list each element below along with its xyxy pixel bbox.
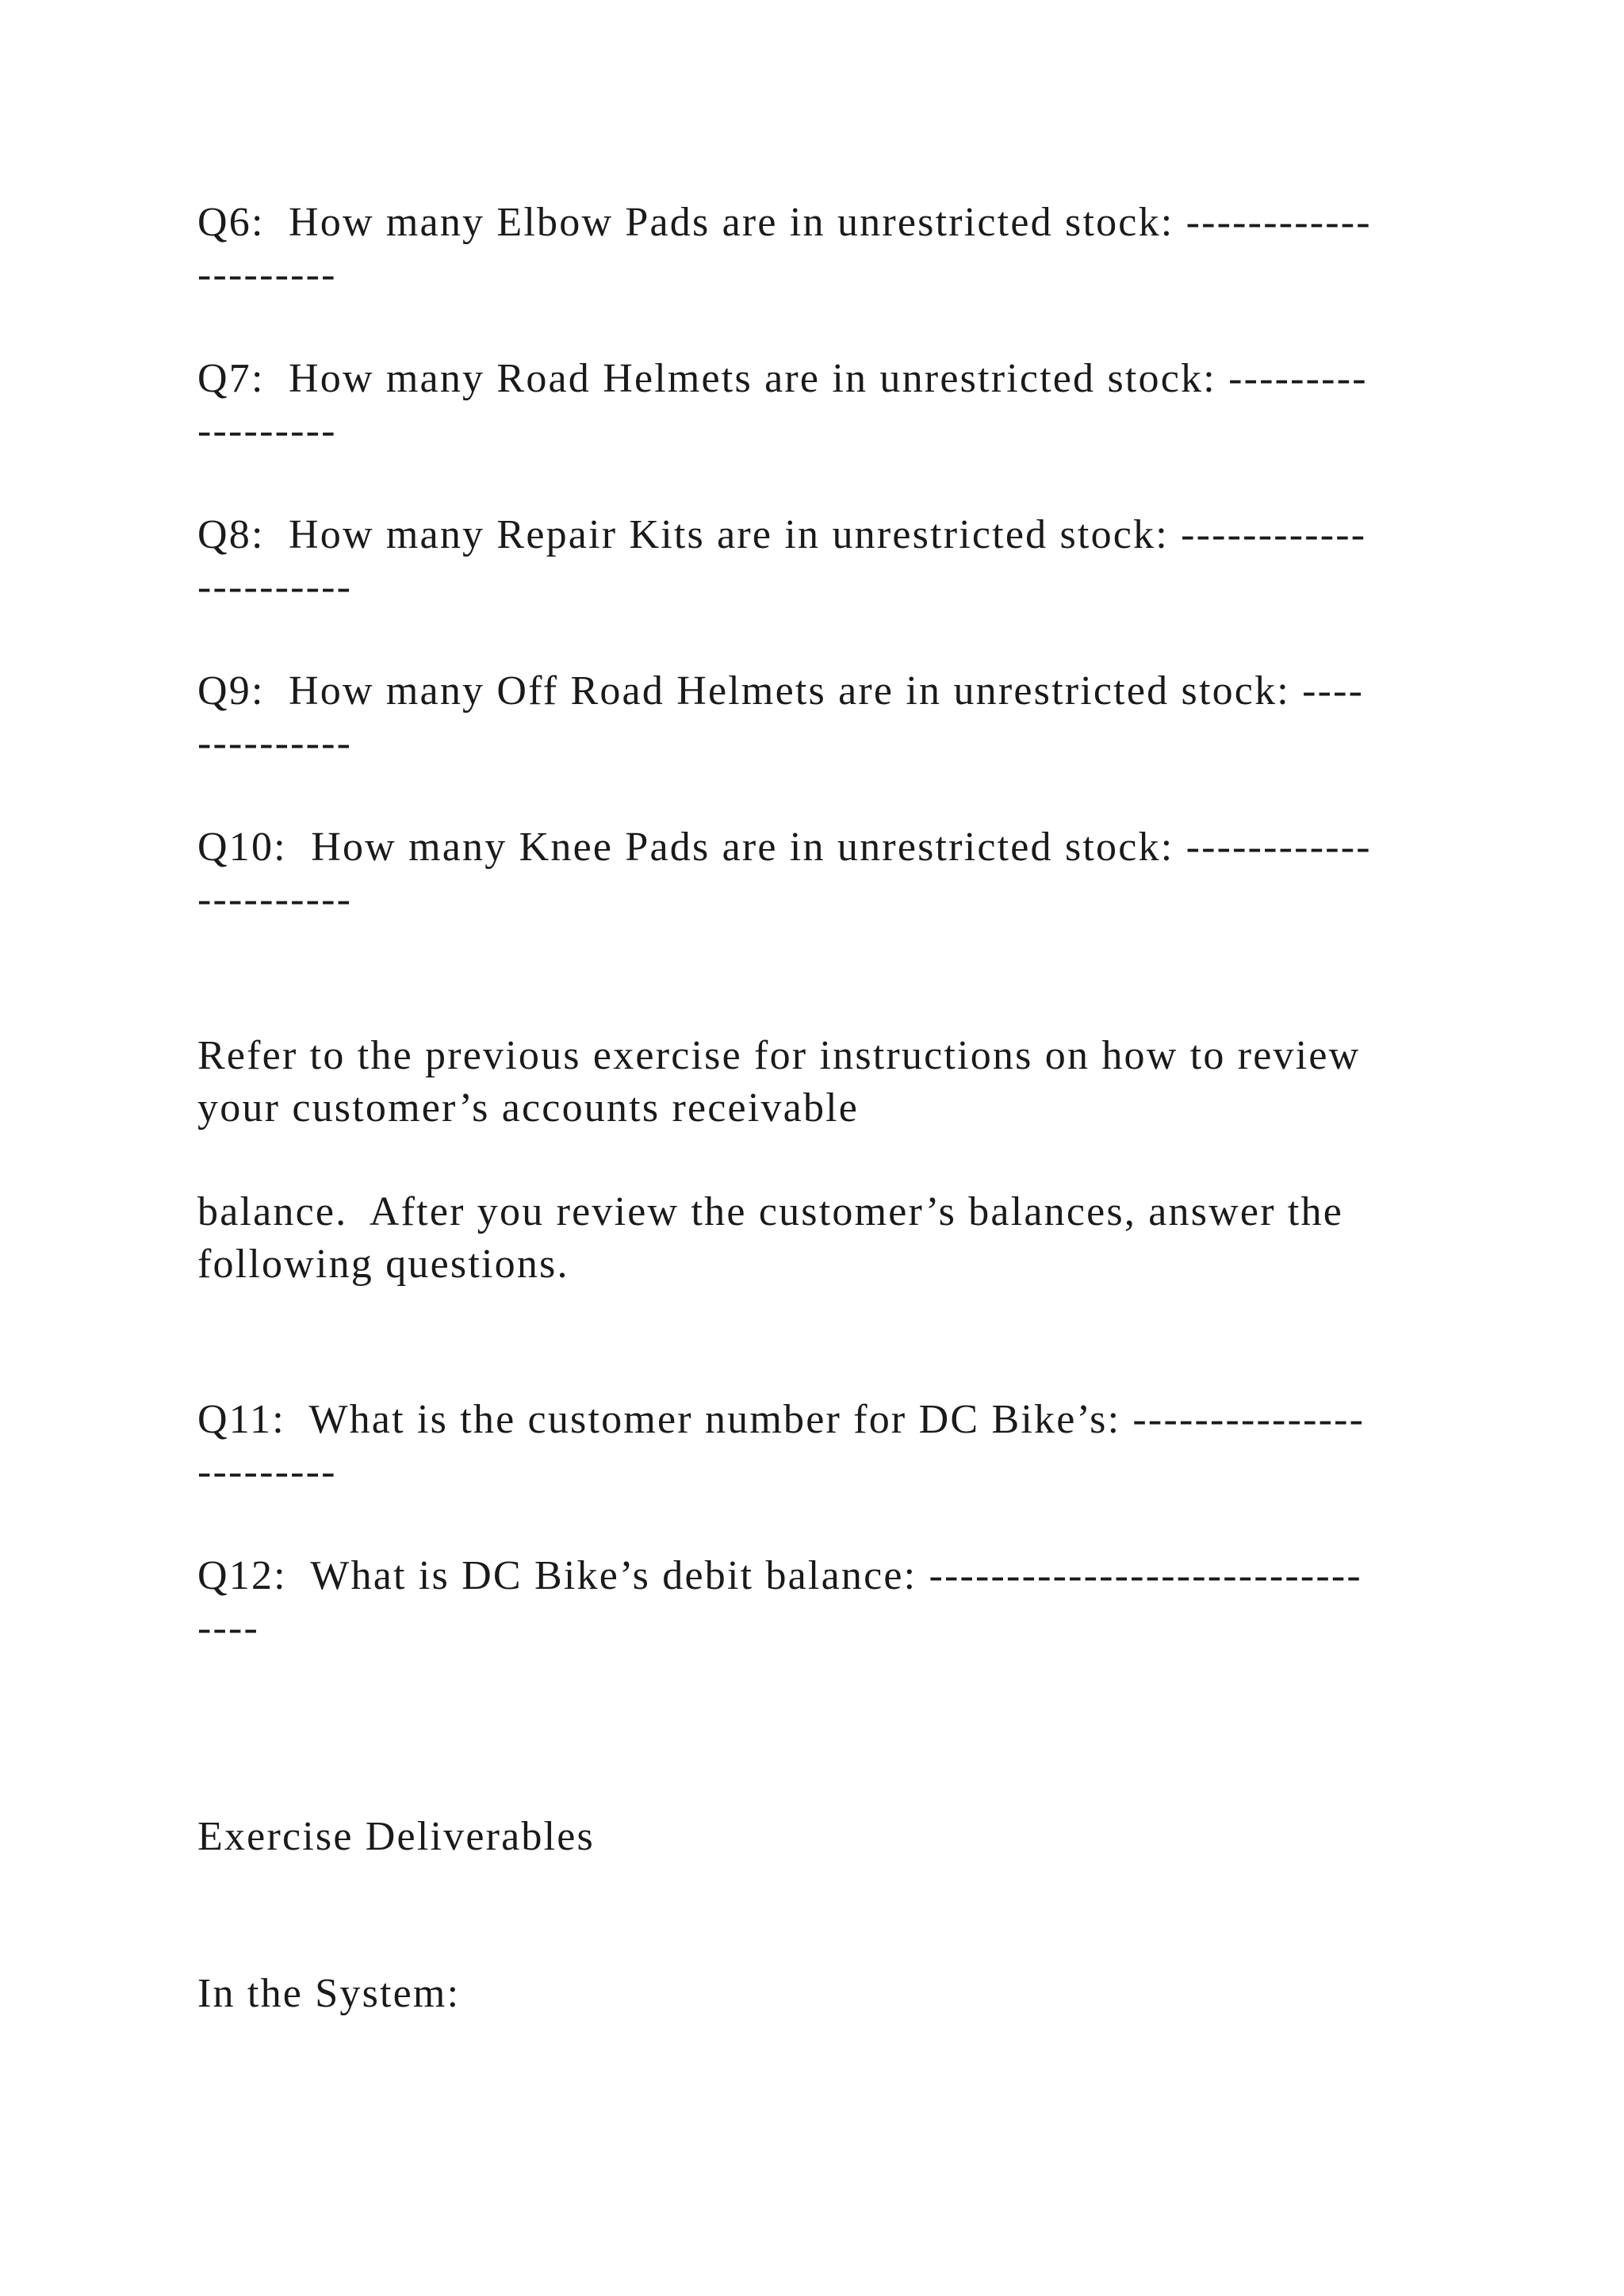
question-q10-line2: ---------- bbox=[197, 877, 353, 922]
question-q11-line1: Q11: What is the customer number for DC Bike’s: --------------- bbox=[197, 1397, 1365, 1442]
question-q8-line1: Q8: How many Repair Kits are in unrestricted stock: ------------ bbox=[197, 512, 1367, 557]
question-q9-line1: Q9: How many Off Road Helmets are in unrestricted stock: ---- bbox=[197, 668, 1365, 714]
question-q8-line2: ---------- bbox=[197, 564, 353, 610]
instructions-paragraph-2-line2: following questions. bbox=[197, 1242, 569, 1287]
section-heading-in-system: In the System: bbox=[197, 1971, 461, 2016]
question-q7-line1: Q7: How many Road Helmets are in unrestricted stock: --------- bbox=[197, 356, 1368, 401]
question-q9-line2: ---------- bbox=[197, 721, 353, 766]
question-q12-line2: ---- bbox=[197, 1605, 260, 1651]
instructions-paragraph-1-line2: your customer’s accounts receivable bbox=[197, 1085, 860, 1131]
question-q6-line1: Q6: How many Elbow Pads are in unrestricted stock: ------------ bbox=[197, 200, 1372, 245]
question-q11-line2: --------- bbox=[197, 1449, 337, 1494]
instructions-paragraph-2-line1: balance. After you review the customer’s balances, answer the bbox=[197, 1189, 1344, 1234]
section-heading-deliverables: Exercise Deliverables bbox=[197, 1814, 595, 1859]
instructions-paragraph-1-line1: Refer to the previous exercise for instructions on how to review bbox=[197, 1033, 1361, 1078]
question-q10-line1: Q10: How many Knee Pads are in unrestricted stock: ------------ bbox=[197, 825, 1372, 870]
question-q7-line2: --------- bbox=[197, 408, 337, 453]
question-q6-line2: --------- bbox=[197, 252, 337, 297]
question-q12-line1: Q12: What is DC Bike’s debit balance: ---------------------------- bbox=[197, 1553, 1362, 1598]
